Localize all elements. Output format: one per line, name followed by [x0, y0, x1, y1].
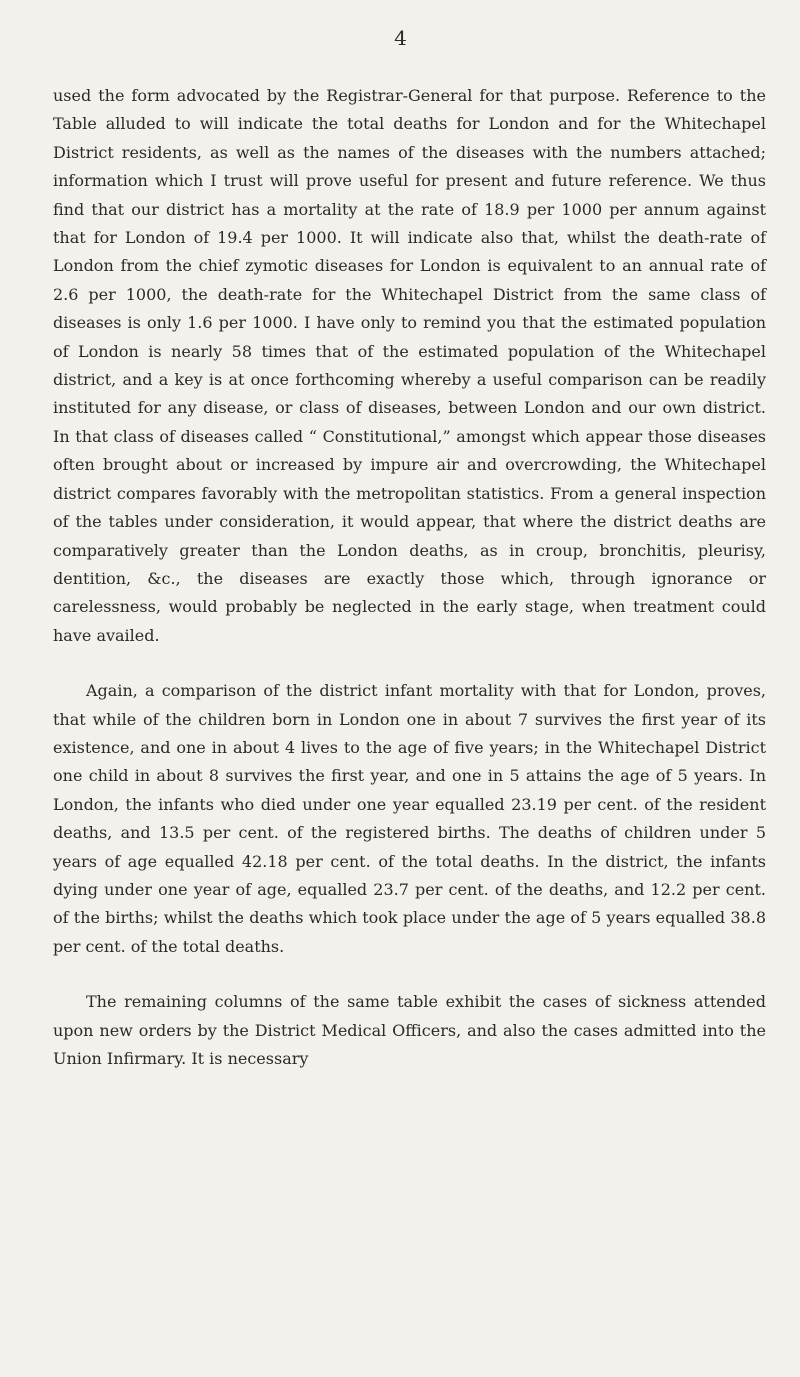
paragraph-1: used the form advocated by the Registrar-General for that purpose. Reference to the Table alluded to will indicate the total deaths for London and for the Whitechapel District residents, as well as the names of the diseases with the numbers attached; information which I trust will prove useful for present and future reference. We thus find that our district has a mortality at the rate of 18.9 per 1000 per annum against that for London of 19.4 per 1000. It will indicate also that, whilst the death-rate of London from the chief zymotic diseases for London is equivalent to an annual rate of 2.6 per 1000, the death-rate for the Whitechapel District from the same class of diseases is only 1.6 per 1000. I have only to remind you that the estimated population of London is nearly 58 times that of the estimated population of the Whitechapel district, and a key is at once forthcoming whereby a useful comparison can be readily instituted for any disease, or class of diseases, between London and our own district. In that class of diseases called “ Constitutional,” amongst which appear those diseases often brought about or increased by impure air and overcrowding, the Whitechapel district compares favorably with the metropolitan statistics. From a general inspection of the tables under consideration, it would appear, that where the district deaths are comparatively greater than the London deaths, as in croup, bronchitis, pleurisy, dentition, &c., the diseases are exactly those which, through ignorance or carelessness, would probably be neglected in the early stage, when treatment could have availed. — [53, 86, 766, 645]
paragraph-3: The remaining columns of the same table exhibit the cases of sickness attended upon new orders by the District Medical Officers, and also the cases admitted into the Union Infirmary. It is necessary — [53, 992, 766, 1068]
paragraph-gap — [53, 961, 766, 988]
paragraph-2: Again, a comparison of the district infant mortality with that for London, proves, that while of the children born in London one in about 7 survives the first year of its existence, and one in about 4 lives to the age of five years; in the Whitechapel District one child in about 8 survives the first year, and one in 5 attains the age of 5 years. In London, the infants who died under one year equalled 23.19 per cent. of the resident deaths, and 13.5 per cent. of the registered births. The deaths of children under 5 years of age equalled 42.18 per cent. of the total deaths. In the district, the infants dying under one year of age, equalled 23.7 per cent. of the deaths, and 12.2 per cent. of the births; whilst the deaths which took place under the age of 5 years equalled 38.8 per cent. of the total deaths. — [53, 681, 766, 956]
paragraph-gap — [53, 650, 766, 677]
page-number: 4 — [394, 26, 407, 50]
